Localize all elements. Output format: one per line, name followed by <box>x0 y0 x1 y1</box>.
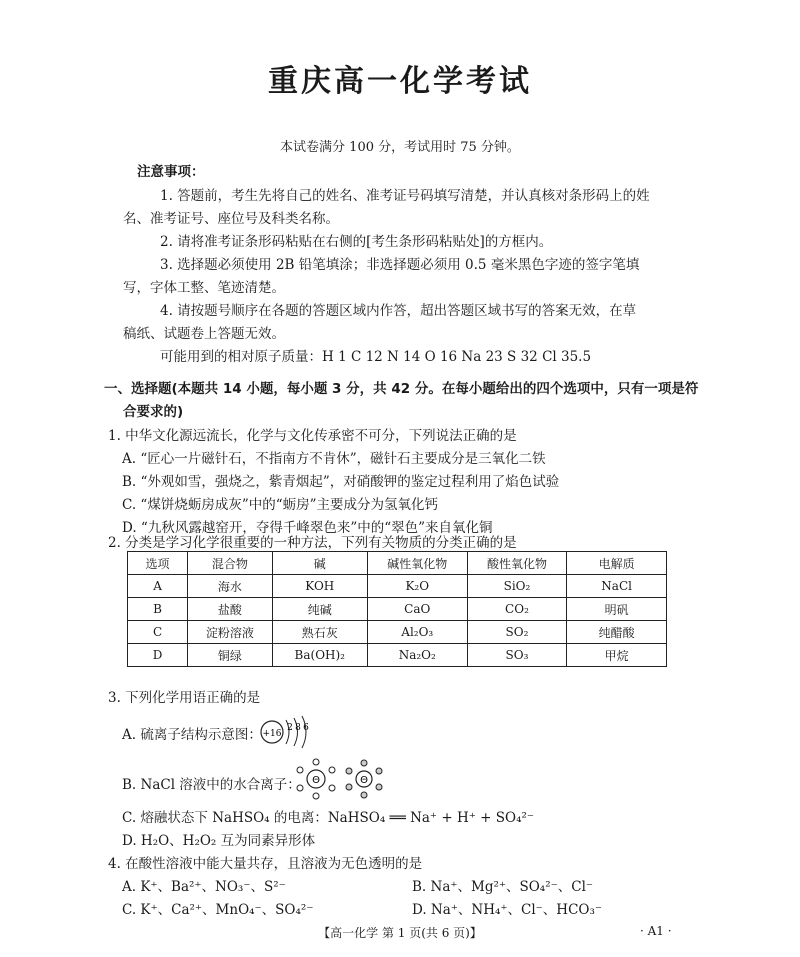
table-cell: 熟石灰 <box>272 621 367 644</box>
q3-option-c: C. 熔融状态下 NaHSO₄ 的电离：NaHSO₄ ══ Na⁺ + H⁺ + SO₄²⁻ <box>122 810 535 826</box>
page-footer: 【高一化学 第 1 页(共 6 页)】 <box>318 926 482 940</box>
water-molecule <box>376 784 382 790</box>
table-cell: D <box>128 644 188 667</box>
table-cell: Al₂O₃ <box>367 621 467 644</box>
table-cell: 甲烷 <box>567 644 667 667</box>
notice-item-4-cont: 稿纸、试题卷上答题无效。 <box>123 326 285 342</box>
water-molecule <box>297 767 303 773</box>
table-row <box>128 598 667 621</box>
q3-option-d: D. H₂O、H₂O₂ 互为同素异形体 <box>122 833 316 849</box>
table-row <box>128 644 667 667</box>
table-cell: 海水 <box>188 575 273 598</box>
water-molecule <box>346 784 352 790</box>
sulfide-ion-diagram <box>258 716 318 748</box>
table-cell: CaO <box>367 598 467 621</box>
water-molecule <box>346 768 352 774</box>
hydrated-ions-diagram <box>296 754 396 804</box>
table-cell: B <box>128 598 188 621</box>
ion-sign: Θ <box>360 775 368 786</box>
table-header-cell: 选项 <box>128 552 188 575</box>
hydrated-ion-left <box>297 759 335 799</box>
table-cell: SO₂ <box>467 621 567 644</box>
water-molecule <box>297 785 303 791</box>
table-row <box>128 621 667 644</box>
table-cell: 纯碱 <box>272 598 367 621</box>
nucleus-label: +16 <box>262 729 282 739</box>
q1-option-c: C. “煤饼烧蛎房成灰”中的“蛎房”主要成分为氢氧化钙 <box>122 497 439 513</box>
q1-option-b: B. “外观如雪，强烧之，紫青烟起”，对硝酸钾的鉴定过程利用了焰色试验 <box>122 474 560 490</box>
water-molecule <box>313 793 319 799</box>
q1-stem: 1. 中华文化源远流长，化学与文化传承密不可分，下列说法正确的是 <box>108 428 517 444</box>
water-molecule <box>329 785 335 791</box>
q4-option-c: C. K⁺、Ca²⁺、MnO₄⁻、SO₄²⁻ <box>122 902 314 918</box>
table-cell: CO₂ <box>467 598 567 621</box>
table-cell: 盐酸 <box>188 598 273 621</box>
table-cell: A <box>128 575 188 598</box>
table-cell: SiO₂ <box>467 575 567 598</box>
q4-option-d: D. Na⁺、NH₄⁺、Cl⁻、HCO₃⁻ <box>412 902 603 918</box>
hydrated-ion-right <box>346 760 382 798</box>
table-cell: KOH <box>272 575 367 598</box>
table-row <box>128 575 667 598</box>
table-header-cell: 混合物 <box>188 552 273 575</box>
table-cell: NaCl <box>567 575 667 598</box>
exam-subtitle: 本试卷满分 100 分，考试用时 75 分钟。 <box>280 140 520 155</box>
notice-item-4: 4. 请按题号顺序在各题的答题区域内作答，超出答题区域书写的答案无效，在草 <box>160 303 637 319</box>
q3-option-a: A. 硫离子结构示意图： <box>122 727 262 743</box>
water-molecule <box>313 759 319 765</box>
water-molecule <box>376 768 382 774</box>
q1-option-a: A. “匠心一片磁针石，不指南方不肯休”，磁针石主要成分是三氧化二铁 <box>122 451 546 467</box>
table-cell: Ba(OH)₂ <box>272 644 367 667</box>
table-cell: 铜绿 <box>188 644 273 667</box>
notice-item-3-cont: 写，字体工整、笔迹清楚。 <box>123 280 285 296</box>
atomic-mass-line: 可能用到的相对原子质量：H 1 C 12 N 14 O 16 Na 23 S 32 Cl 35.5 <box>160 349 592 365</box>
notice-item-2: 2. 请将准考证条形码粘贴在右侧的[考生条形码粘贴处]的方框内。 <box>160 234 553 250</box>
exam-title: 重庆高一化学考试 <box>268 64 532 99</box>
table-header-cell: 酸性氧化物 <box>467 552 567 575</box>
section1-heading: 一、选择题(本题共 14 小题，每小题 3 分，共 42 分。在每小题给出的四个选项中，只有一项是符 <box>104 381 699 397</box>
q3-stem: 3. 下列化学用语正确的是 <box>108 690 261 706</box>
table-header-cell: 碱 <box>272 552 367 575</box>
water-molecule <box>361 760 367 766</box>
water-molecule <box>329 767 335 773</box>
q4-option-b: B. Na⁺、Mg²⁺、SO₄²⁻、Cl⁻ <box>412 879 594 895</box>
q4-stem: 4. 在酸性溶液中能大量共存，且溶液为无色透明的是 <box>108 856 423 872</box>
paper-code: · A1 · <box>640 924 672 938</box>
notice-item-1-cont: 名、准考证号、座位号及科类名称。 <box>123 211 339 227</box>
table-header-cell: 电解质 <box>567 552 667 575</box>
table-cell: C <box>128 621 188 644</box>
table-cell: 纯醋酸 <box>567 621 667 644</box>
table-cell: K₂O <box>367 575 467 598</box>
table-cell: 淀粉溶液 <box>188 621 273 644</box>
shell-count: 6 <box>303 723 309 733</box>
table-cell: Na₂O₂ <box>367 644 467 667</box>
notice-item-1: 1. 答题前，考生先将自己的姓名、准考证号码填写清楚，并认真核对条形码上的姓 <box>160 188 650 204</box>
table-cell: 明矾 <box>567 598 667 621</box>
notice-heading: 注意事项： <box>137 164 205 180</box>
shell-count: 8 <box>295 723 301 733</box>
section1-heading-cont: 合要求的) <box>123 404 184 420</box>
table-cell: SO₃ <box>467 644 567 667</box>
table-header-row <box>128 552 667 575</box>
shell-count: 2 <box>287 723 293 733</box>
notice-item-3: 3. 选择题必须使用 2B 铅笔填涂；非选择题必须用 0.5 毫米黑色字迹的签字笔填 <box>160 257 640 273</box>
table-header-cell: 碱性氧化物 <box>367 552 467 575</box>
q3-option-b: B. NaCl 溶液中的水合离子： <box>122 777 301 793</box>
classification-table <box>127 551 667 667</box>
q1-option-d: D. “九秋风露越窑开，夺得千峰翠色来”中的“翠色”来自氧化铜 <box>122 520 493 536</box>
q4-option-a: A. K⁺、Ba²⁺、NO₃⁻、S²⁻ <box>122 879 286 895</box>
q2-stem: 2. 分类是学习化学很重要的一种方法，下列有关物质的分类正确的是 <box>108 535 517 551</box>
ion-sign: Θ <box>312 775 320 786</box>
water-molecule <box>361 792 367 798</box>
